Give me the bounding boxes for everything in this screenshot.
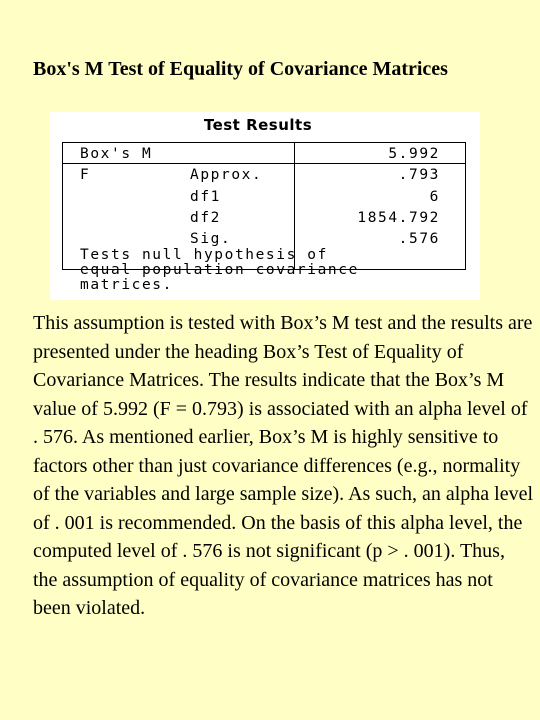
table-heading: Test Results	[203, 116, 313, 134]
spss-output-table	[50, 112, 480, 300]
row-sublabel-sig: Sig.	[190, 231, 232, 247]
table-footnote-line2: equal population covariance	[80, 262, 359, 278]
slide-title: Box's M Test of Equality of Covariance Matrices	[33, 58, 448, 80]
row-sublabel-df1: df1	[190, 189, 221, 205]
row-label-box-m: Box's M	[80, 146, 153, 162]
explanation-paragraph: This assumption is tested with Box’s M test and the results are presented under the heading Box’s Test of Equality of Covariance Matrices. The results indicate that the Box’s M value of 5.992 (F = 0.793) is associated with an alpha level of . 576. As mentioned earlier, Box’s M is highly sensitive to factors other than just covariance differences (e.g., normality of the variables and large sample size). As such, an alpha level of . 001 is recommended. On the basis of this alpha level, the computed level of . 576 is not significant (p > . 001). Thus, the assumption of equality of covariance matrices has not been violated.	[33, 312, 534, 619]
row-sublabel-approx: Approx.	[190, 167, 263, 183]
row-sublabel-df2: df2	[190, 210, 221, 226]
row-label-f: F	[80, 167, 91, 183]
value-df1: 6	[429, 189, 440, 205]
value-df2: 1854.792	[357, 210, 440, 226]
table-footnote-line1: Tests null hypothesis of	[80, 247, 328, 263]
table-footnote-line3: matrices.	[80, 277, 173, 293]
value-sig: .576	[398, 231, 440, 247]
value-box-m: 5.992	[388, 146, 440, 162]
value-f-approx: .793	[398, 167, 440, 183]
table-row-divider	[62, 163, 466, 164]
